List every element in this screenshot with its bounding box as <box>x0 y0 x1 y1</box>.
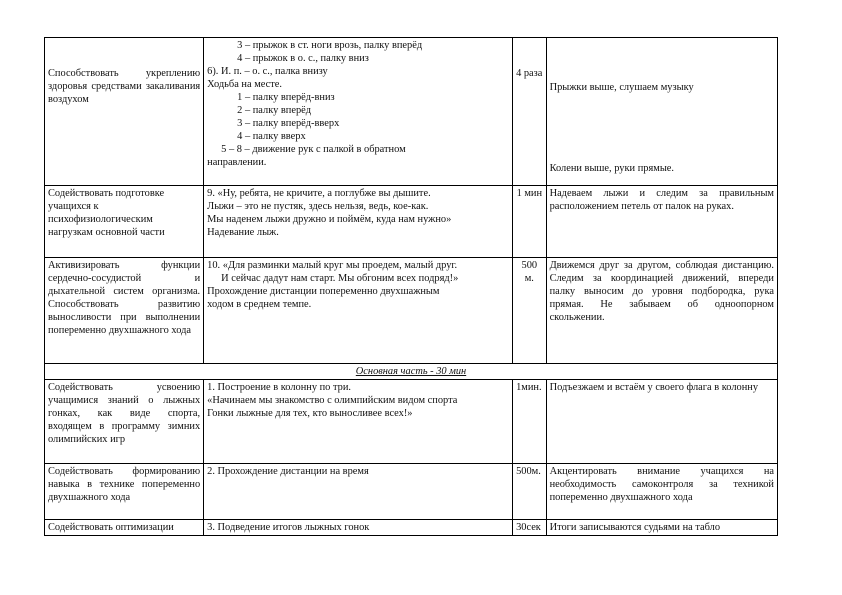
section-header-cell <box>45 364 778 380</box>
dose-text: 4 раза <box>516 68 543 79</box>
dose-text: 1мин. <box>516 382 542 393</box>
dose-cell <box>513 520 547 536</box>
content-line: Ходьба на месте. <box>207 79 283 90</box>
content-cell <box>204 380 513 464</box>
notes-cell <box>546 38 777 186</box>
content-line: 3 – прыжок в ст. ноги врозь, палку вперёд <box>237 40 423 51</box>
notes-cell <box>546 258 777 364</box>
goal-text: Активизировать функции сердечно-сосудистой и дыхательной систем организма. Способствовать развитию выносливости при выполнении попеременно двухшажного хода <box>48 260 201 336</box>
notes-text: Прыжки выше, слушаем музыку <box>549 82 694 93</box>
goal-text: Содействовать подготовке учащихся к психофизиологическим нагрузкам основной части <box>48 188 165 238</box>
dose-text: 500 м. <box>521 260 538 284</box>
goal-cell <box>45 464 204 520</box>
table-row <box>45 186 778 258</box>
goal-cell <box>45 258 204 364</box>
content-line: ходом в среднем темпе. <box>207 299 312 310</box>
content-cell <box>204 186 513 258</box>
lesson-plan-table <box>44 37 778 536</box>
dose-text: 30сек <box>516 522 541 533</box>
goal-cell <box>45 520 204 536</box>
content-line: 2. Прохождение дистанции на время <box>207 466 369 477</box>
table-row <box>45 258 778 364</box>
table-row <box>45 38 778 186</box>
content-line: направлении. <box>207 157 267 168</box>
dose-cell <box>513 464 547 520</box>
dose-cell <box>513 186 547 258</box>
content-line: 1 – палку вперёд-вниз <box>237 92 335 103</box>
section-header-row <box>45 364 778 380</box>
dose-text: 1 мин <box>516 188 543 199</box>
goal-cell <box>45 380 204 464</box>
table-row <box>45 520 778 536</box>
content-cell <box>204 520 513 536</box>
dose-text: 500м. <box>516 466 541 477</box>
content-cell <box>204 464 513 520</box>
notes-text: Итоги записываются судьями на табло <box>549 522 721 533</box>
notes-text: Подъезжаем и встаём у своего флага в колонну <box>549 382 759 393</box>
content-line: 1. Построение в колонну по три. <box>207 382 351 393</box>
content-line: 5 – 8 – движение рук с палкой в обратном <box>221 144 406 155</box>
content-line: Лыжи – это не пустяк, здесь нельзя, ведь, кое-как. <box>207 201 429 212</box>
content-line: 2 – палку вперёд <box>237 105 312 116</box>
content-line: Прохождение дистанции попеременно двухшажным <box>207 286 440 297</box>
goal-text: Способствовать укреплению здоровья средствами закаливания воздухом <box>48 68 201 105</box>
notes-text: Акцентировать внимание учащихся на необходимость самоконтроля за техникой попеременно двухшажного хода <box>549 466 774 503</box>
goal-text: Содействовать оптимизации <box>48 522 174 533</box>
goal-text: Содействовать формированию навыка в технике попеременно двухшажного хода <box>48 466 201 503</box>
notes-text: Надеваем лыжи и следим за правильным расположением петель от палок на руках. <box>549 188 774 212</box>
content-line: 10. «Для разминки малый круг мы проедем, малый друг. <box>207 260 458 271</box>
table-row <box>45 464 778 520</box>
content-line: 3. Подведение итогов лыжных гонок <box>207 522 370 533</box>
notes-cell <box>546 520 777 536</box>
table-row <box>45 380 778 464</box>
dose-cell <box>513 258 547 364</box>
section-title: Основная часть - 30 мин <box>355 366 467 377</box>
content-line: И сейчас дадут нам старт. Мы обгоним всех подряд!» <box>221 273 459 284</box>
content-line: 6). И. п. – о. с., палка внизу <box>207 66 328 77</box>
goal-cell <box>45 186 204 258</box>
content-line: Гонки лыжные для тех, кто выносливее всех!» <box>207 408 413 419</box>
content-line: Мы наденем лыжи дружно и поймём, куда нам нужно» <box>207 214 452 225</box>
notes-cell <box>546 186 777 258</box>
notes-text: Движемся друг за другом, соблюдая дистанцию. Следим за координацией движений, впереди палку выносим до уровня подбородка, рука прямая. Не забываем об одноопорном скольжении. <box>549 260 774 323</box>
content-line: «Начинаем мы знакомство с олимпийским видом спорта <box>207 395 458 406</box>
goal-cell <box>45 38 204 186</box>
content-cell <box>204 258 513 364</box>
notes-cell <box>546 464 777 520</box>
dose-cell <box>513 380 547 464</box>
notes-cell <box>546 380 777 464</box>
content-line: Надевание лыж. <box>207 227 279 238</box>
dose-cell <box>513 38 547 186</box>
content-line: 4 – прыжок в о. с., палку вниз <box>237 53 369 64</box>
content-line: 9. «Ну, ребята, не кричите, а поглубже вы дышите. <box>207 188 431 199</box>
content-cell <box>204 38 513 186</box>
notes-text: Колени выше, руки прямые. <box>549 163 675 174</box>
content-line: 4 – палку вверх <box>237 131 306 142</box>
goal-text: Содействовать усвоению учащимися знаний о лыжных гонках, как виде спорта, входящем в программу зимних олимпийских игр <box>48 382 201 445</box>
content-line: 3 – палку вперёд-вверх <box>237 118 340 129</box>
